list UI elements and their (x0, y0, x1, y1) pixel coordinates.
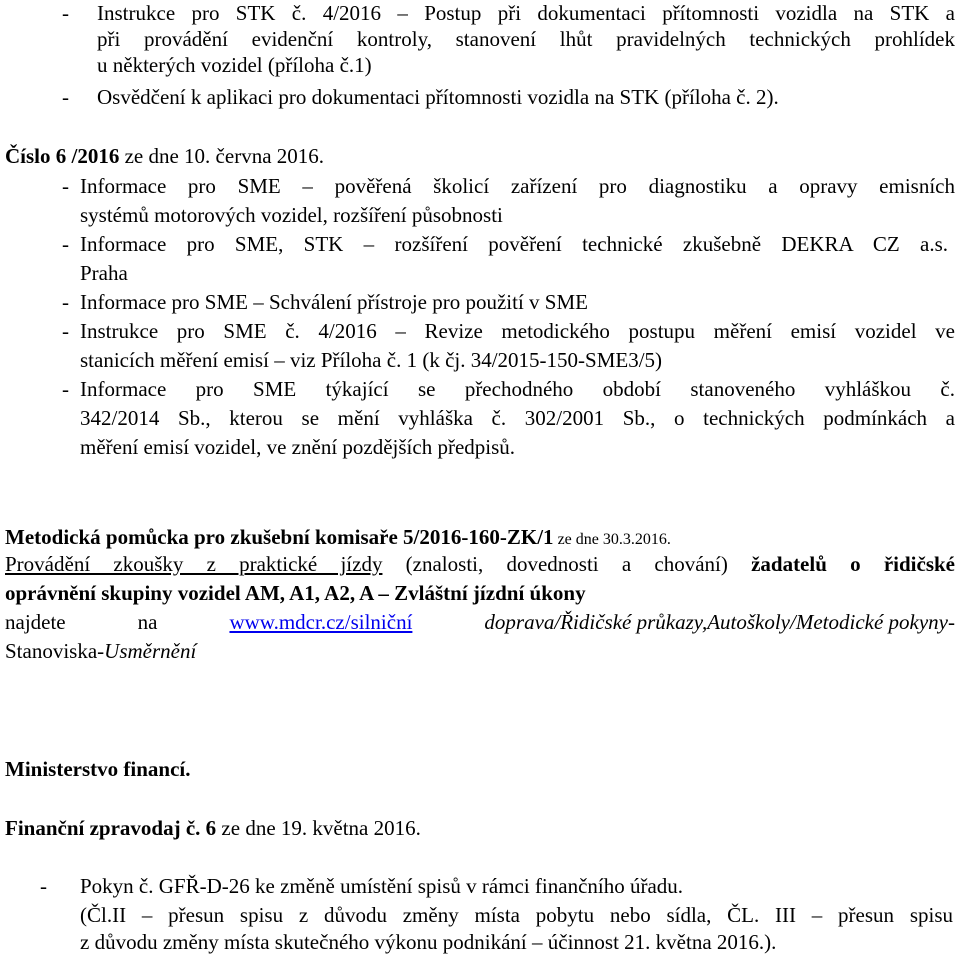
link-intro-word: na (137, 610, 158, 634)
item-text-line: Instrukce pro SME č. 4/2016 – Revize metodického postupu měření emisí vozidel ve (80, 319, 955, 343)
item-text-line: Informace pro SME týkající se přechodného období stanoveného vyhláškou č. (80, 377, 955, 401)
item-text-line: při provádění evidenční kontroly, stanovení lhůt pravidelných technických prohlídek (97, 27, 955, 51)
metodicka-link-line-2 (5, 638, 196, 664)
list-dash: - (62, 1, 69, 25)
list-dash: - (62, 232, 69, 256)
list-dash: - (40, 874, 47, 898)
link-intro-word: najdete (5, 610, 66, 634)
item-text-line: stanicích měření emisí – viz Příloha č. 1 (k čj. 34/2015-150-SME3/5) (80, 348, 663, 372)
financni-heading-title: Finanční zpravodaj č. 6 (5, 816, 217, 840)
list-dash: - (62, 85, 69, 109)
item-text-line: systémů motorových vozidel, rozšíření působnosti (80, 203, 503, 227)
item-text-line: Praha (80, 261, 128, 285)
financni-heading-date: ze dne 19. května 2016. (216, 816, 421, 840)
issue-heading-date: ze dne 10. června 2016. (119, 144, 325, 168)
link-path-part-italic: Usměrnění (104, 639, 197, 663)
financni-text-line: Pokyn č. GFŘ-D-26 ke změně umístění spisů v rámci finančního úřadu. (80, 874, 684, 898)
item-text-line: Informace pro SME – pověřená školicí zařízení pro diagnostiku a opravy emisních (80, 174, 955, 198)
metodicka-description: (znalosti, dovednosti a chování) (382, 552, 752, 576)
list-dash: - (62, 319, 69, 343)
item-text-line: 342/2014 Sb., kterou se mění vyhláška č. 302/2001 Sb., o technických podmínkách a (80, 406, 955, 430)
item-text-line: Instrukce pro STK č. 4/2016 – Postup při dokumentaci přítomnosti vozidla na STK a (97, 1, 955, 25)
metodicka-title-main: Metodická pomůcka pro zkušební komisaře 5/2016-160-ZK/1 (5, 525, 554, 549)
item-text-line: Osvědčení k aplikaci pro dokumentaci přítomnosti vozidla na STK (příloha č. 2). (97, 85, 779, 109)
metodicka-applicants: žadatelů o řidičské (751, 552, 955, 576)
financni-text-line: z důvodu změny místa skutečného výkonu podnikání – účinnost 21. května 2016.). (80, 930, 777, 954)
issue-heading-number: Číslo 6 /2016 (5, 144, 120, 168)
link-path: doprava/Řidičské průkazy,Autoškoly/Metodické pokyny- (484, 610, 955, 634)
metodicka-line (5, 551, 955, 577)
list-dash: - (62, 174, 69, 198)
link-path-part: Stanoviska- (5, 639, 105, 663)
item-text-line: Informace pro SME, STK – rozšíření pověření technické zkušebně DEKRA CZ a.s. (80, 232, 948, 256)
mdcr-link[interactable]: www.mdcr.cz/silniční (229, 610, 413, 634)
issue-heading (5, 143, 324, 169)
metodicka-group-line: oprávnění skupiny vozidel AM, A1, A2, A – Zvláštní jízdní úkony (5, 581, 586, 605)
financni-text-line: (Čl.II – přesun spisu z důvodu změny místa pobytu nebo sídla, ČL. III – přesun spisu (80, 903, 953, 927)
item-text-line: Informace pro SME – Schválení přístroje pro použití v SME (80, 290, 588, 314)
metodicka-subject: Provádění zkoušky z praktické jízdy (5, 552, 383, 576)
metodicka-title-date: ze dne 30.3.2016. (553, 531, 671, 548)
list-dash: - (62, 377, 69, 401)
list-dash: - (62, 290, 69, 314)
item-text-line: u některých vozidel (příloha č.1) (97, 53, 372, 77)
item-text-line: měření emisí vozidel, ve znění pozdějších předpisů. (80, 435, 516, 459)
metodicka-link-line (5, 609, 955, 635)
metodicka-title (5, 524, 671, 553)
ministry-heading: Ministerstvo financí. (5, 757, 191, 781)
financni-heading (5, 815, 421, 841)
